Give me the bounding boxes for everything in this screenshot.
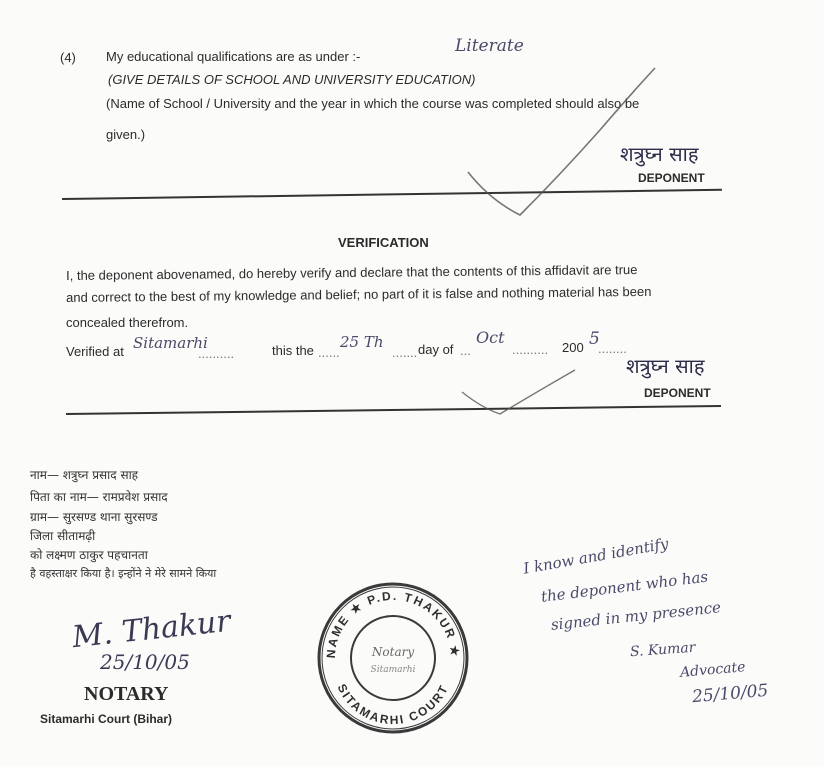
qualification-instruction: (GIVE DETAILS OF SCHOOL AND UNIVERSITY EDUCATION) [108,72,476,87]
year-digit: 5 [589,329,600,349]
verification-line1: I, the deponent abovenamed, do hereby verify and declare that the contents of this affidavit are true [66,262,638,283]
deponent-label-2: DEPONENT [644,386,711,400]
seal-center-line2: Sitamarhi [370,665,416,675]
deponent-label-1: DEPONENT [638,171,705,185]
seal-center-line1: Notary [371,645,415,659]
qualification-note-line2: given.) [106,127,146,142]
section-number: (4) [60,50,76,65]
deponent-signature-1: शत्रुघ्न साह [620,142,699,166]
notary-title: NOTARY [84,683,169,705]
notary-signature: M. Thakur [70,603,233,656]
seal-bottom-text: SITAMARHI COURT [334,681,452,728]
qualification-note-line1: (Name of School / University and the year in which the course was completed should also be [106,96,640,111]
identification-line-4: जिला सीतामढ़ी [30,529,96,543]
day-of-label: day of [418,342,454,357]
verified-day: 25 Th [340,333,384,351]
identification-line-2: पिता का नाम— रामप्रवेश प्रसाद [30,490,168,504]
identification-line-5: को लक्ष्मण ठाकुर पहचानता [30,548,148,562]
seal-top-text: NAME ★ P.D. THAKUR ★ [323,588,463,659]
dots-3: ....... [392,345,418,360]
identification-line-3: ग्राम— सुरसण्ड थाना सुरसण्ड [30,510,158,524]
notary-seal [313,578,473,738]
year-prefix: 200 [562,340,584,355]
qualification-handwritten: Literate [455,36,524,56]
deponent-signature-2: शत्रुघ्न साह [626,354,705,378]
advocate-signature: S. Kumar [629,639,696,661]
notary-date: 25/10/05 [100,650,190,674]
this-the-label: this the [272,343,314,358]
dots-5: .......... [512,342,549,357]
dots-6: ........ [598,341,627,356]
verification-line2: and correct to the best of my knowledge and belief; no part of it is false and nothing material has been [66,283,652,305]
verified-place: Sitamarhi [133,334,208,352]
verification-line3: concealed therefrom. [66,315,189,330]
advocate-note-line2: the deponent who has [540,567,709,606]
verified-at-label: Verified at [66,344,124,359]
advocate-title: Advocate [679,659,747,681]
advocate-note-line1: I know and identify [522,534,670,578]
dots-2: ...... [318,345,340,360]
verification-title: VERIFICATION [338,235,429,250]
advocate-note-line3: signed in my presence [550,598,722,634]
section-heading: My educational qualifications are as under :- [106,49,361,64]
identification-line-6: है वहस्ताक्षर किया है। इन्होंने ने मेरे सामने किया [30,567,217,580]
verified-month: Oct [476,328,505,347]
notary-court: Sitamarhi Court (Bihar) [40,712,173,726]
dots-1: .......... [198,346,235,361]
dots-4: ... [460,343,471,358]
advocate-date: 25/10/05 [691,680,770,708]
identification-line-1: नाम— शत्रुघ्न प्रसाद साह [30,468,139,482]
